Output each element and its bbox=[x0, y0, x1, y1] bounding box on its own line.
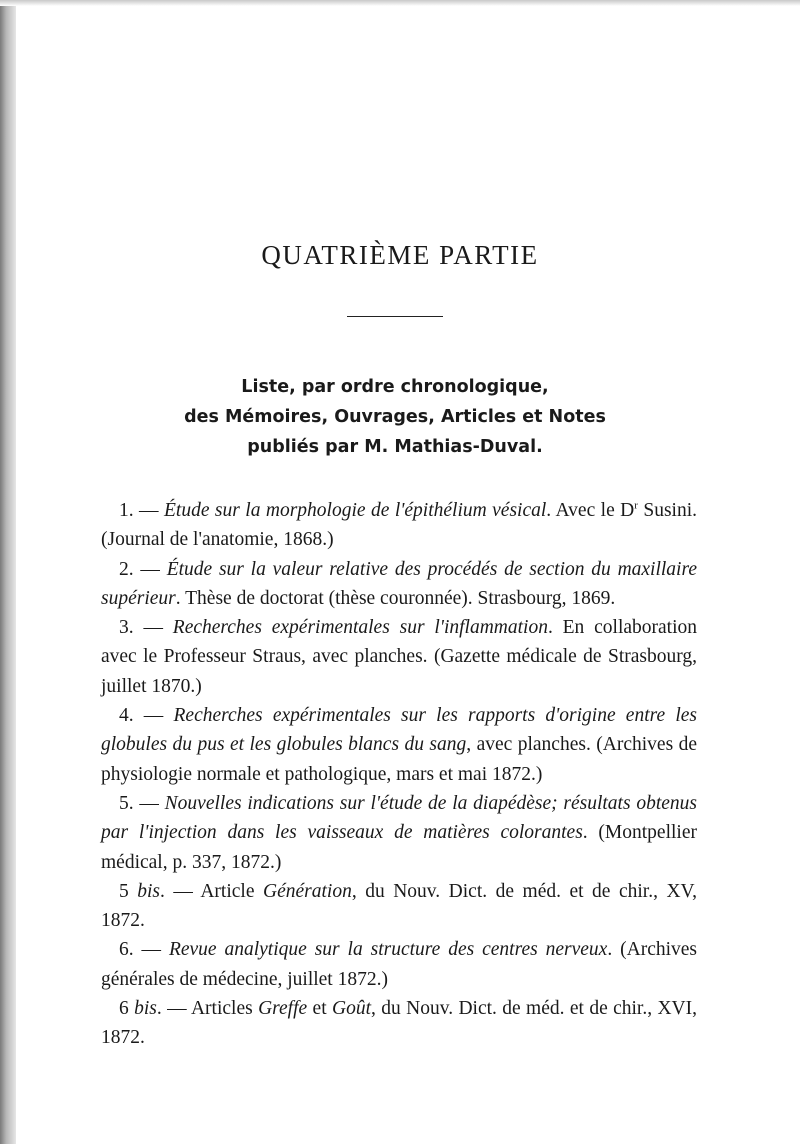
bibliography-entry-6 bbox=[101, 935, 697, 994]
subtitle-line-2: des Mémoires, Ouvrages, Articles et Notes bbox=[184, 407, 606, 427]
entry-number: 6 bbox=[119, 998, 135, 1020]
subtitle-line-1: Liste, par ordre chronologique, bbox=[241, 377, 549, 397]
entry-connector: et bbox=[307, 998, 332, 1020]
entry-details-cont: Susini. (Journal de l'anatomie, 1868.) bbox=[101, 500, 697, 551]
entry-details: , du Nouv. Dict. de méd. et de chir., XV, 1872. bbox=[101, 880, 697, 932]
entry-details: , avec planches. (Archives de physiologie normale et pathologique, mars et mai 1872.) bbox=[101, 734, 698, 785]
entry-title: Génération bbox=[263, 880, 352, 902]
entry-number: 1. — bbox=[119, 500, 164, 521]
entry-details: . (Montpellier médical, p. 337, 1872.) bbox=[101, 822, 697, 873]
entry-title: Revue analytique sur la structure des centres nerveux bbox=[168, 939, 608, 961]
bibliography-entry-1 bbox=[101, 496, 697, 555]
entry-number-bis: bis bbox=[134, 998, 157, 1020]
entry-dash: . — Articles bbox=[156, 998, 259, 1020]
entry-details: . (Archives générales de médecine, juillet 1872.) bbox=[101, 939, 698, 990]
entry-number: 4. — bbox=[119, 705, 174, 727]
bibliography-entry-6-bis bbox=[101, 994, 697, 1053]
entry-dash: . — Article bbox=[160, 880, 263, 902]
entry-title: Nouvelles indications sur l'étude de la diapédèse; résultats obtenus par l'injection dans les vaisseaux de matières colorantes bbox=[101, 792, 697, 844]
entry-title: Recherches expérimentales sur les rapports d'origine entre les globules du pus et les globules blancs du sang bbox=[101, 705, 697, 756]
entry-number: 5 bbox=[119, 880, 138, 902]
bibliography-entry-4 bbox=[101, 701, 697, 789]
part-title: QUATRIÈME PARTIE bbox=[261, 240, 539, 270]
bibliography-list bbox=[101, 496, 697, 1053]
entry-number: 5. — bbox=[119, 792, 165, 814]
entry-title: Étude sur la morphologie de l'épithélium vésical bbox=[164, 500, 547, 521]
entry-title-2: Goût bbox=[332, 998, 371, 1020]
entry-details: . Avec le D bbox=[546, 500, 635, 521]
bibliography-entry-5-bis bbox=[101, 877, 697, 936]
bibliography-entry-5 bbox=[101, 789, 697, 877]
entry-details: . En collaboration avec le Professeur Straus, avec planches. (Gazette médicale de Strasbourg, juillet 1870.) bbox=[101, 617, 698, 697]
entry-details: . Thèse de doctorat (thèse couronnée). Strasbourg, 1869. bbox=[175, 587, 616, 609]
entry-title: Recherches expérimentales sur l'inflammation bbox=[172, 617, 548, 639]
entry-title: Greffe bbox=[258, 998, 308, 1020]
entry-superscript: r bbox=[634, 499, 638, 512]
entry-number: 3. — bbox=[119, 617, 173, 639]
title-divider bbox=[347, 316, 443, 317]
list-subtitle bbox=[0, 372, 790, 462]
entry-details: , du Nouv. Dict. de méd. et de chir., XVI, 1872. bbox=[101, 998, 698, 1049]
entry-number: 2. — bbox=[119, 558, 167, 580]
entry-title: Étude sur la valeur relative des procédés de section du maxillaire supérieur bbox=[101, 558, 698, 609]
entry-number: 6. — bbox=[119, 939, 169, 961]
subtitle-line-3: publiés par M. Mathias-Duval. bbox=[247, 437, 543, 457]
entry-number-bis: bis bbox=[137, 880, 161, 902]
bibliography-entry-2 bbox=[101, 555, 697, 614]
bibliography-entry-3 bbox=[101, 613, 697, 701]
